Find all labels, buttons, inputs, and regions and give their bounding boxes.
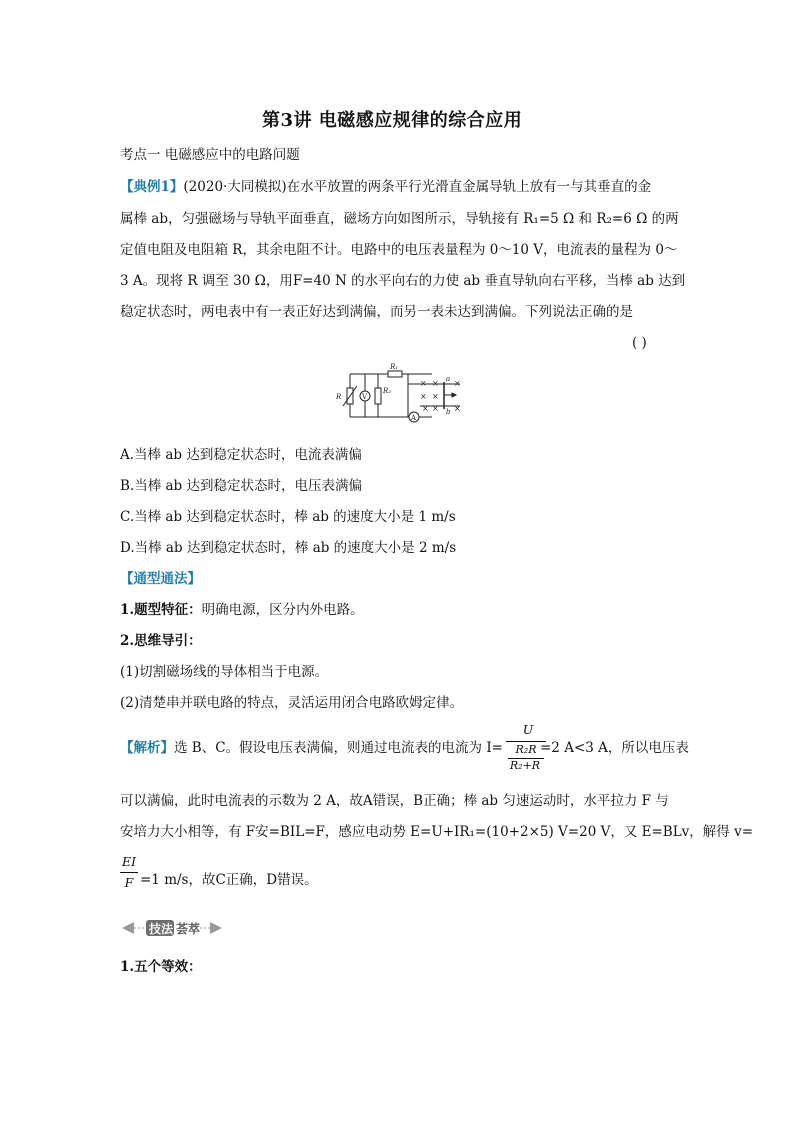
option-b: B.当棒 ab 达到稳定状态时，电压表满偏 — [120, 478, 362, 494]
label-b: b — [446, 408, 451, 416]
example-line-3: 定值电阻及电阻箱 R，其余电阻不计。电路中的电压表量程为 0～10 V，电流表的量程为 0～ — [120, 242, 678, 258]
label-r1: R₁ — [390, 363, 399, 371]
analysis-text-1a: 选 B、C。假设电压表满偏，则通过电流表的电流为 I= — [174, 740, 503, 756]
cross-mark: × — [432, 404, 439, 413]
banner-text-1: 技法 — [149, 922, 174, 936]
label-a-meter: A — [411, 414, 417, 422]
cross-mark: × — [422, 404, 429, 413]
analysis-text-1b: =2 A<3 A，所以电压表 — [540, 740, 689, 756]
circuit-diagram — [332, 362, 472, 424]
label-a: a — [446, 375, 451, 383]
label-r: R — [336, 393, 342, 401]
analysis-line-1 — [120, 739, 503, 757]
cross-mark: × — [432, 392, 439, 401]
method-item-2: 2.思维导引： — [120, 633, 202, 649]
cross-mark: × — [420, 392, 427, 401]
method-item-1 — [120, 601, 364, 619]
answer-paren: ( ) — [632, 335, 647, 351]
banner-text-2: 荟萃 — [176, 922, 201, 936]
method-sub-1: (1)切割磁场线的导体相当于电源。 — [120, 664, 329, 680]
cross-mark: × — [432, 379, 439, 388]
section-heading: 考点一 电磁感应中的电路问题 — [120, 147, 300, 163]
fraction-inner-numerator: R₂R — [515, 743, 537, 756]
method-item-1-body: 明确电源，区分内外电路。 — [201, 602, 364, 618]
method-sub-2: (2)清楚串并联电路的特点，灵活运用闭合电路欧姆定律。 — [120, 695, 464, 711]
example-line-5: 稳定状态时，两电表中有一表正好达到满偏，而另一表未达到满偏。下列说法正确的是 — [120, 304, 633, 320]
label-r2: R₂ — [383, 387, 392, 395]
item-five-equivalents: 1.五个等效： — [120, 959, 202, 975]
example-line-2: 属棒 ab，匀强磁场与导轨平面垂直，磁场方向如图所示，导轨接有 R₁=5 Ω 和 R₂=6 Ω 的两 — [120, 211, 679, 227]
fraction2-denominator: F — [124, 875, 134, 890]
analysis-line-3: 安培力大小相等，有 F安=BIL=F，感应电动势 E=U+IR₁=(10+2×5) V=20 V，又 E=BLv，解得 v= — [120, 824, 754, 840]
page-title: 第3讲 电磁感应规律的综合应用 — [262, 110, 523, 131]
cross-mark: × — [420, 379, 427, 388]
option-c: C.当棒 ab 达到稳定状态时，棒 ab 的速度大小是 1 m/s — [120, 509, 456, 525]
analysis-line-2: 可以满偏，此时电流表的示数为 2 A，故A错误，B正确；棒 ab 匀速运动时，水平拉力 F 与 — [120, 793, 669, 809]
example-line-4: 3 A。现将 R 调至 30 Ω，用F=40 N 的水平向右的力使 ab 垂直导轨向右平移，当棒 ab 达到 — [120, 273, 686, 289]
fraction-numerator: U — [522, 722, 534, 737]
option-d: D.当棒 ab 达到稳定状态时，棒 ab 的速度大小是 2 m/s — [120, 540, 457, 556]
example-text-1: (2020·大同模拟)在水平放置的两条平行光滑直金属导轨上放有一与其垂直的金 — [183, 179, 652, 195]
analysis-line-4: =1 m/s，故C正确，D错误。 — [140, 872, 318, 888]
cross-mark: × — [454, 379, 461, 388]
example-line-1 — [120, 178, 651, 196]
example-tag: 【典例1】 — [120, 179, 184, 195]
cross-mark: × — [454, 404, 461, 413]
technique-banner — [120, 918, 224, 938]
analysis-tag: 【解析】 — [120, 740, 174, 756]
method-tag: 【通型通法】 — [120, 571, 201, 587]
fraction-inner-denominator: R₂+R — [509, 759, 541, 772]
option-a: A.当棒 ab 达到稳定状态时，电流表满偏 — [120, 447, 362, 463]
fraction2-bar — [120, 872, 138, 873]
fraction2-numerator: EI — [121, 854, 137, 869]
label-v: V — [362, 393, 368, 401]
method-item-1-head: 1.题型特征： — [120, 602, 202, 618]
